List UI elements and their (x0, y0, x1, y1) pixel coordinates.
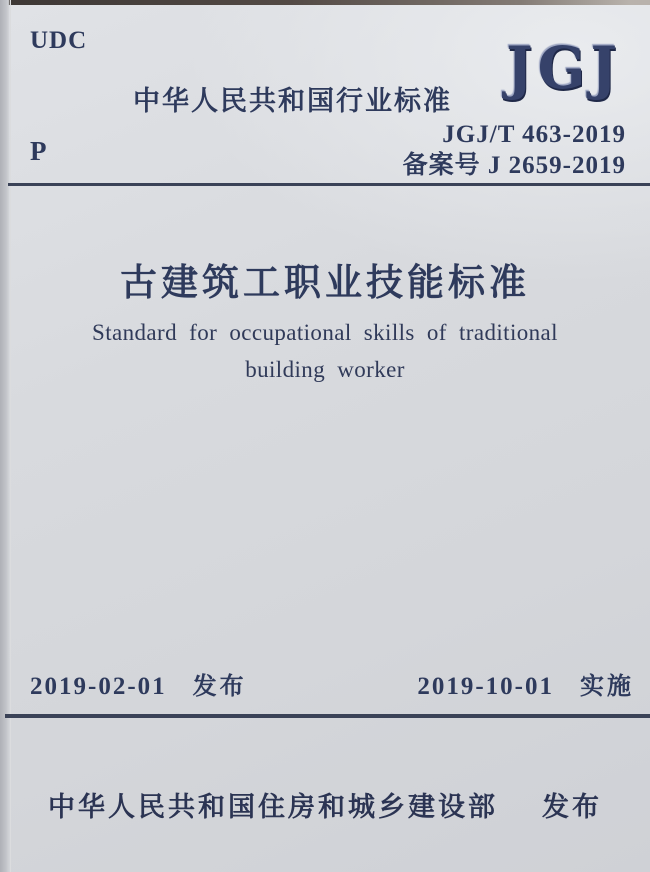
jgj-logo: JGJ (506, 33, 622, 103)
title-english-line2: building worker (245, 357, 405, 382)
header-rule (8, 183, 650, 186)
standard-numbers (403, 119, 626, 181)
implement-label: 实施 (580, 673, 634, 700)
book-top-edge (0, 0, 650, 5)
implement-date: 2019-10-01 (417, 673, 554, 700)
record-number: 备案号 J 2659-2019 (402, 152, 626, 179)
udc-label: UDC (30, 27, 88, 54)
title-english-line1: Standard for occupational skills of traditional (92, 320, 558, 345)
dates-rule (5, 714, 650, 718)
implement-date-group (417, 666, 634, 701)
issue-date-group (30, 666, 247, 701)
standard-category: 中华人民共和国行业标准 (133, 86, 452, 116)
dates-row (30, 666, 634, 701)
issue-label: 发布 (192, 673, 247, 700)
classification-p-label: P (30, 136, 47, 166)
standard-number: JGJ/T 463-2019 (442, 121, 626, 148)
publish-label: 发布 (542, 792, 602, 822)
publisher-row (0, 785, 650, 824)
title-chinese: 古建筑工职业技能标准 (120, 260, 530, 304)
book-left-edge (0, 0, 11, 872)
publisher-name: 中华人民共和国住房和城乡建设部 (48, 792, 498, 822)
issue-date: 2019-02-01 (30, 673, 167, 700)
